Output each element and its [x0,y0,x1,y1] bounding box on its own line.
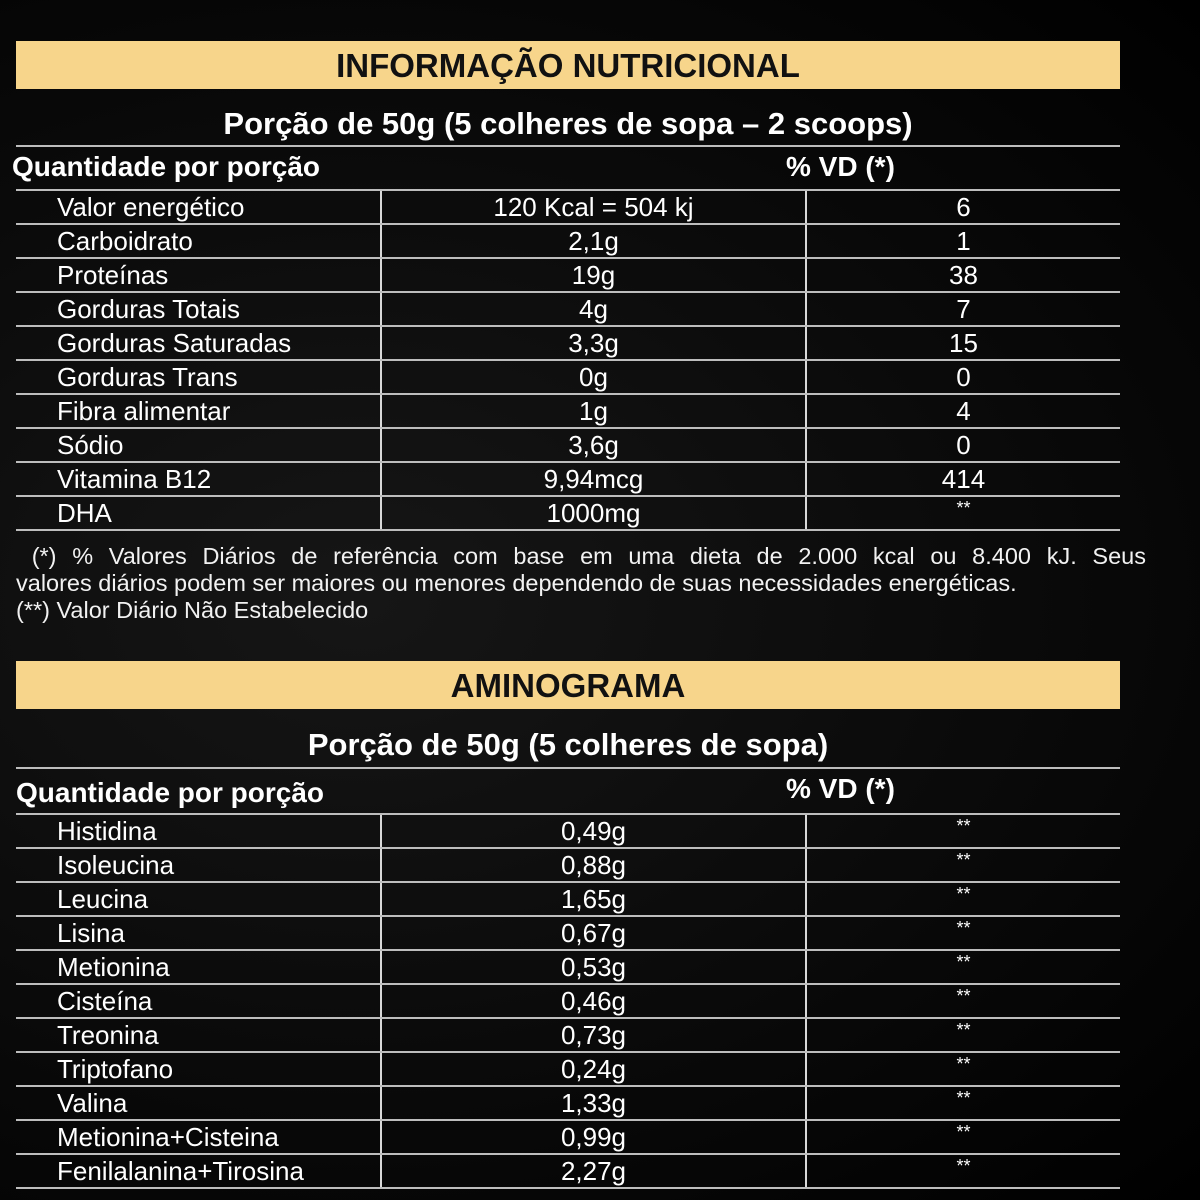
nutrient-name: Proteínas [16,258,381,292]
nutrient-vd: ** [806,882,1120,916]
nutrient-vd: ** [806,1154,1120,1188]
nutrient-amount: 0,53g [381,950,806,984]
nutrient-vd: 7 [806,292,1120,326]
footnote-line-1: (*) % Valores Diários de referência com base em uma dieta de 2.000 kcal ou 8.400 kJ. Seus [16,543,1146,569]
nutrient-name: Fenilalanina+Tirosina [16,1154,381,1188]
aminogram-portion-title: Porção de 50g (5 colheres de sopa) [16,709,1120,769]
nutrient-name: Valina [16,1086,381,1120]
nutrition-banner: INFORMAÇÃO NUTRICIONAL [16,41,1120,89]
nutrient-name: Vitamina B12 [16,462,381,496]
nutrient-amount: 0,24g [381,1052,806,1086]
footnote-line-3: (**) Valor Diário Não Estabelecido [16,597,369,623]
nutrition-facts-section [12,41,1120,531]
table-row [16,224,1120,258]
nutrient-amount: 0,99g [381,1120,806,1154]
table-row [16,950,1120,984]
footnote-line-2: valores diários podem ser maiores ou menores dependendo de suas necessidades energéticas. [16,570,1017,596]
nutrient-vd: ** [806,916,1120,950]
aminogram-table-header [16,769,1120,815]
nutrient-amount: 3,6g [381,428,806,462]
quantity-header: Quantidade por porção [12,151,321,182]
nutrient-name: Isoleucina [16,848,381,882]
table-row [16,1018,1120,1052]
nutrient-vd: 0 [806,360,1120,394]
nutrient-vd: 0 [806,428,1120,462]
nutrient-vd: ** [806,950,1120,984]
table-row [16,292,1120,326]
nutrient-amount: 4g [381,292,806,326]
nutrient-name: DHA [16,496,381,530]
table-row [16,326,1120,360]
nutrient-name: Gorduras Trans [16,360,381,394]
nutrient-name: Lisina [16,916,381,950]
nutrient-name: Gorduras Saturadas [16,326,381,360]
nutrient-vd: 38 [806,258,1120,292]
nutrient-name: Valor energético [16,191,381,224]
vd-header: % VD (*) [786,151,895,182]
table-row [16,428,1120,462]
nutrient-name: Metionina [16,950,381,984]
nutrient-name: Cisteína [16,984,381,1018]
table-row [16,360,1120,394]
nutrient-name: Leucina [16,882,381,916]
nutrient-vd: ** [806,496,1120,530]
nutrient-amount: 2,1g [381,224,806,258]
nutrient-vd: 1 [806,224,1120,258]
table-row [16,496,1120,530]
nutrient-vd: ** [806,815,1120,848]
table-row [16,1086,1120,1120]
nutrient-name: Triptofano [16,1052,381,1086]
nutrient-vd: ** [806,1018,1120,1052]
nutrient-name: Metionina+Cisteina [16,1120,381,1154]
nutrient-amount: 1000mg [381,496,806,530]
nutrient-vd: 15 [806,326,1120,360]
table-row [16,462,1120,496]
table-row [16,882,1120,916]
nutrient-amount: 0g [381,360,806,394]
nutrient-amount: 0,67g [381,916,806,950]
nutrient-vd: ** [806,1052,1120,1086]
nutrient-name: Fibra alimentar [16,394,381,428]
nutrient-amount: 9,94mcg [381,462,806,496]
nutrient-amount: 0,46g [381,984,806,1018]
nutrient-amount: 2,27g [381,1154,806,1188]
aminogram-banner: AMINOGRAMA [16,661,1120,709]
nutrient-name: Treonina [16,1018,381,1052]
table-row [16,1052,1120,1086]
table-row [16,1154,1120,1188]
nutrient-vd: ** [806,1120,1120,1154]
nutrient-name: Gorduras Totais [16,292,381,326]
nutrient-amount: 1,33g [381,1086,806,1120]
nutrient-amount: 19g [381,258,806,292]
table-row [16,815,1120,848]
aminogram-section [16,661,1120,1189]
nutrient-amount: 0,88g [381,848,806,882]
nutrition-table [16,191,1120,531]
nutrient-vd: 6 [806,191,1120,224]
nutrient-vd: 4 [806,394,1120,428]
table-row [16,916,1120,950]
nutrient-amount: 1,65g [381,882,806,916]
nutrition-portion-title: Porção de 50g (5 colheres de sopa – 2 scoops) [16,89,1120,147]
nutrient-vd: ** [806,1086,1120,1120]
table-row [16,1120,1120,1154]
nutrient-name: Carboidrato [16,224,381,258]
nutrient-name: Histidina [16,815,381,848]
nutrient-amount: 1g [381,394,806,428]
footnotes [16,543,1146,624]
nutrient-vd: ** [806,848,1120,882]
nutrient-name: Sódio [16,428,381,462]
nutrient-amount: 0,73g [381,1018,806,1052]
table-row [16,394,1120,428]
table-row [16,984,1120,1018]
table-row [16,258,1120,292]
aminogram-table [16,815,1120,1189]
nutrient-amount: 120 Kcal = 504 kj [381,191,806,224]
vd-header: % VD (*) [786,773,895,804]
table-row [16,848,1120,882]
nutrient-vd: ** [806,984,1120,1018]
nutrient-vd: 414 [806,462,1120,496]
nutrition-table-header [12,147,1120,191]
table-row [16,191,1120,224]
nutrient-amount: 3,3g [381,326,806,360]
nutrient-amount: 0,49g [381,815,806,848]
quantity-header: Quantidade por porção [16,777,325,808]
